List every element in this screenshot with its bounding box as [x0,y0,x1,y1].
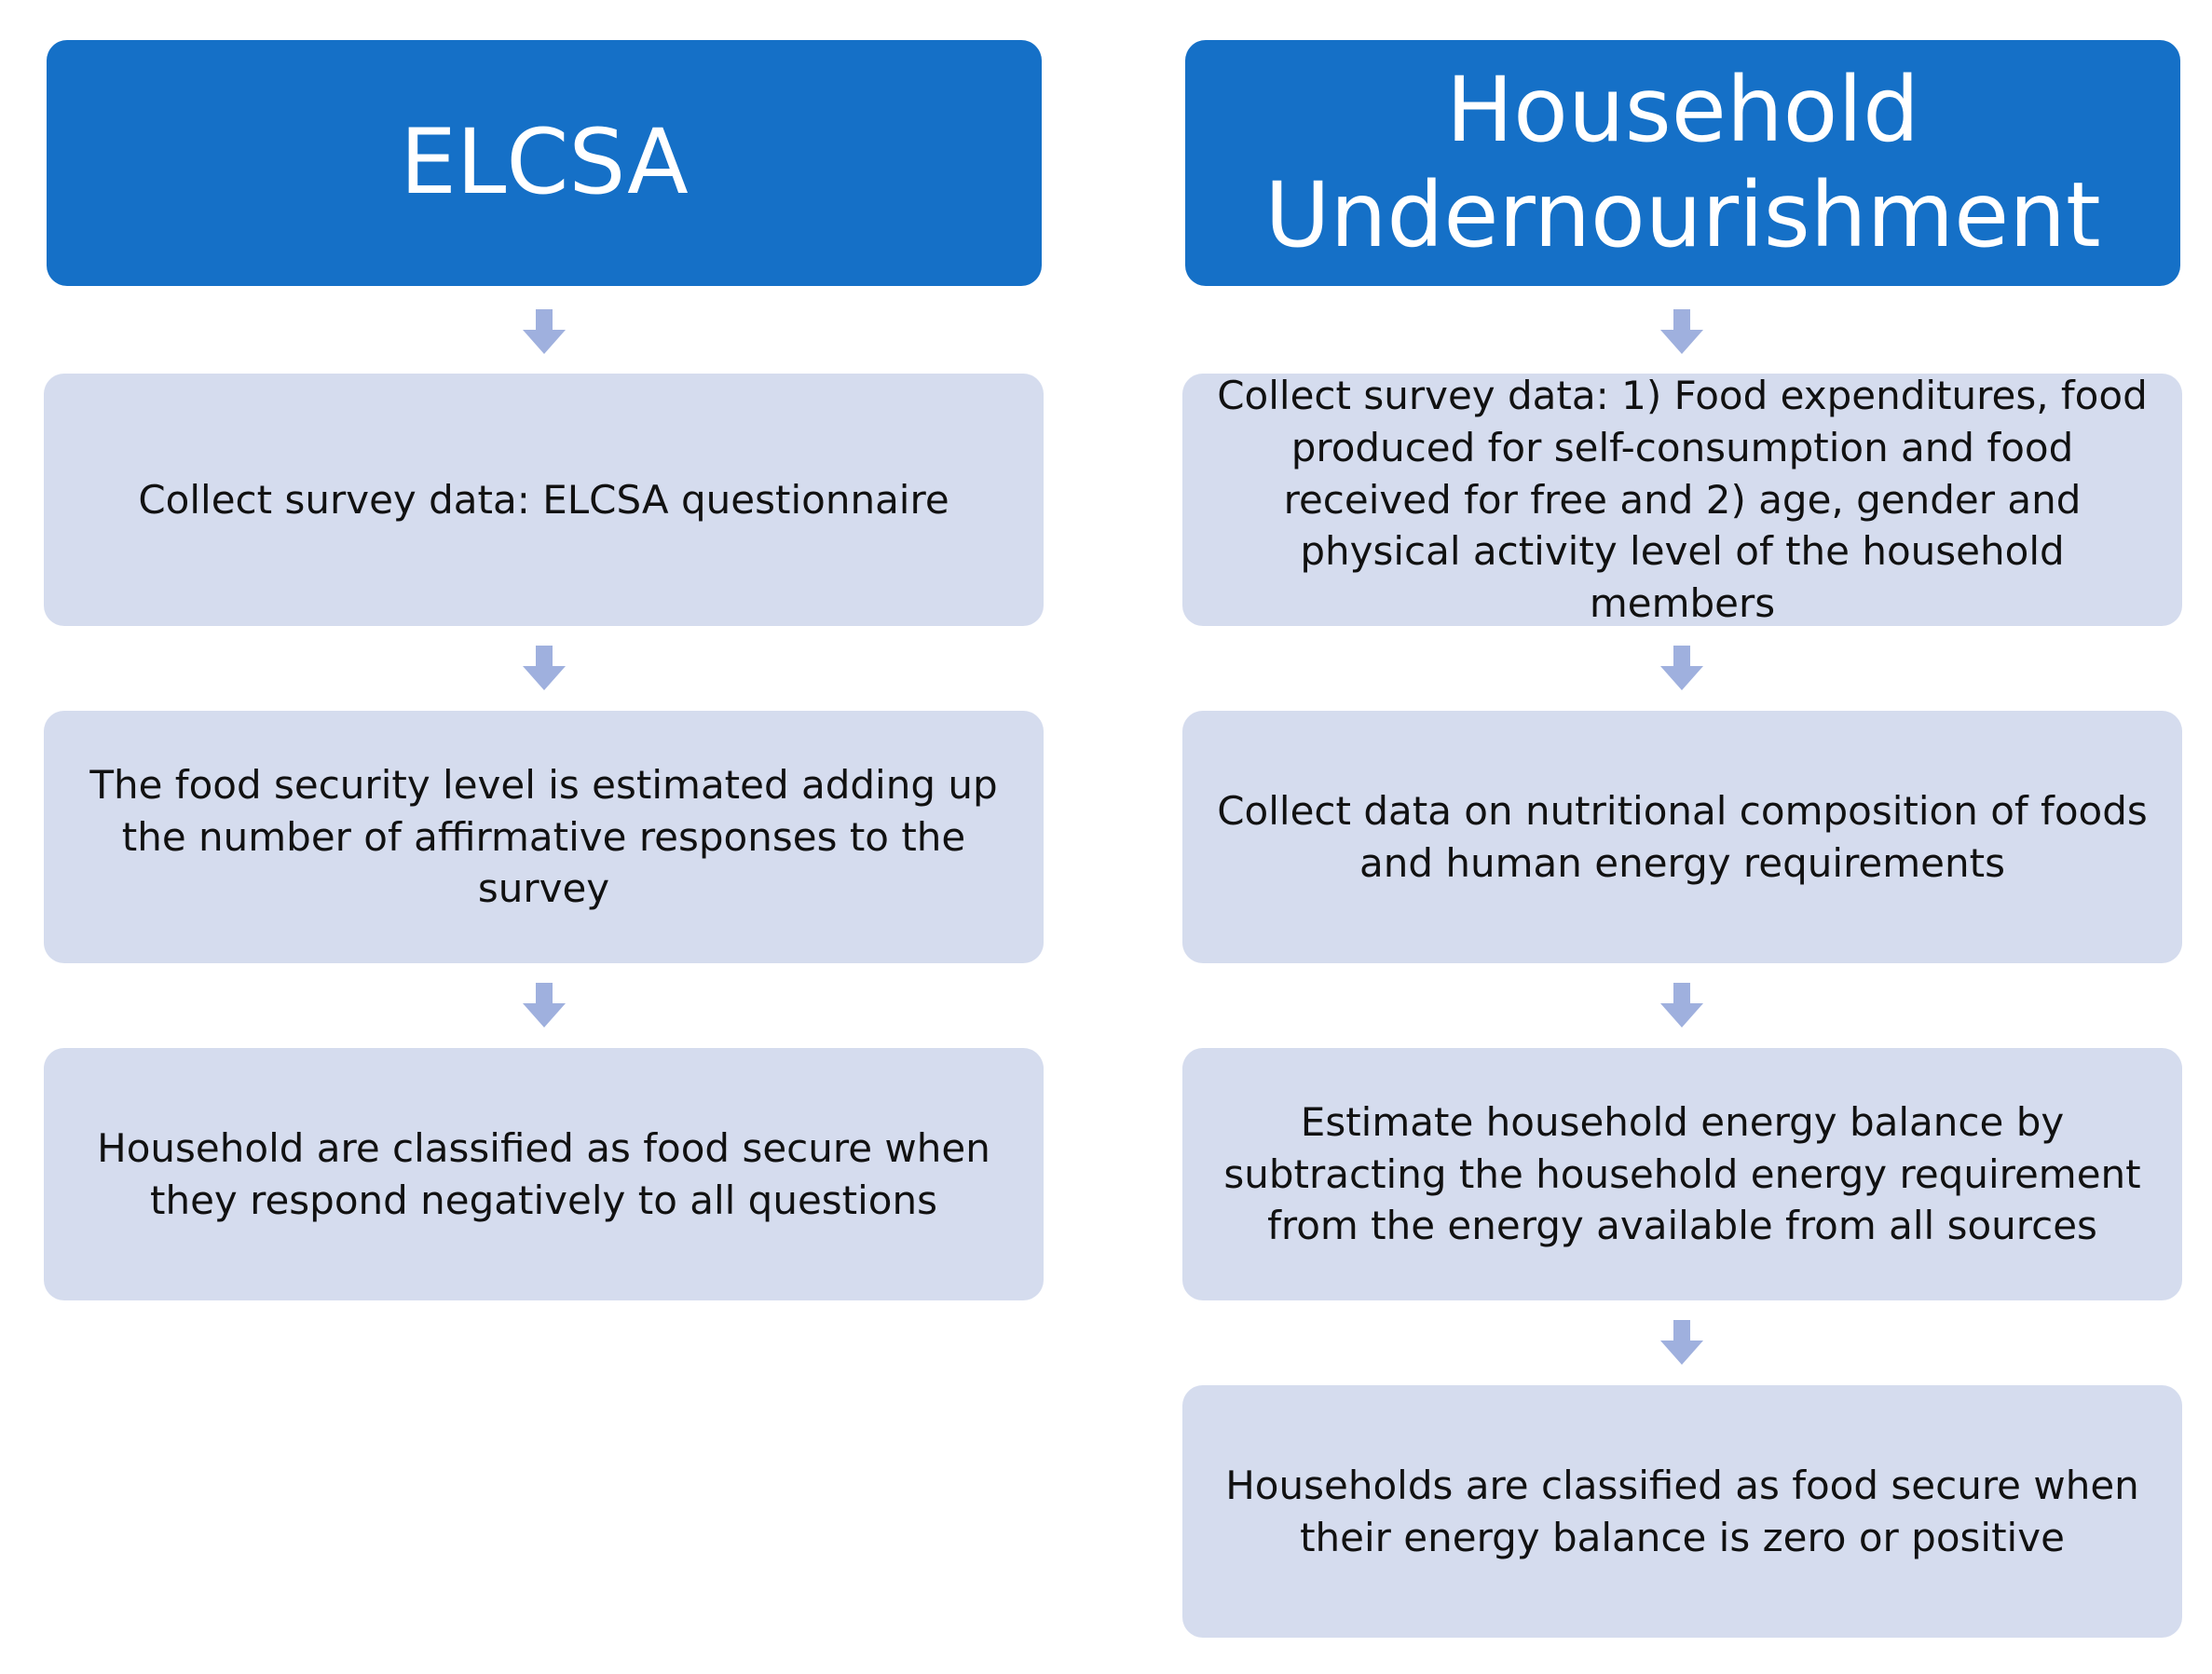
elcsa-step-3-text: Household are classified as food secure when they respond negatively to all questions [97,1124,990,1223]
down-arrow-icon [1660,1320,1703,1365]
down-arrow-icon [523,983,566,1028]
undernourishment-step-2-text: Collect data on nutritional composition of foods and human energy requirements [1217,787,2148,886]
down-arrow-icon [1660,646,1703,690]
elcsa-step-3 [44,1048,1044,1300]
household-undernourishment-title-line-1: Household [1445,57,1920,162]
undernourishment-step-1-text: Collect survey data: 1) Food expenditures, food produced for self-consumption and food received for free and 2) age, gender and physical activity level of the household members [1217,372,2148,627]
elcsa-step-1-text: Collect survey data: ELCSA questionnaire [138,476,949,523]
household-undernourishment-header [1185,40,2180,286]
elcsa-header [47,40,1042,286]
elcsa-step-2 [44,711,1044,963]
down-arrow-icon [1660,309,1703,354]
down-arrow-icon [523,646,566,690]
undernourishment-step-1 [1182,374,2182,626]
undernourishment-step-3 [1182,1048,2182,1300]
elcsa-title: ELCSA [400,110,689,215]
undernourishment-step-4-text: Households are classified as food secure when their energy balance is zero or positive [1225,1462,2139,1560]
undernourishment-step-4 [1182,1385,2182,1638]
elcsa-step-2-text: The food security level is estimated adding up the number of affirmative responses to the survey [89,761,998,912]
down-arrow-icon [523,309,566,354]
elcsa-step-1 [44,374,1044,626]
household-undernourishment-title-line-2: Undernourishment [1264,163,2101,267]
undernourishment-step-3-text: Estimate household energy balance by subtracting the household energy requirement from the energy available from all sources [1223,1098,2141,1249]
undernourishment-step-2 [1182,711,2182,963]
down-arrow-icon [1660,983,1703,1028]
